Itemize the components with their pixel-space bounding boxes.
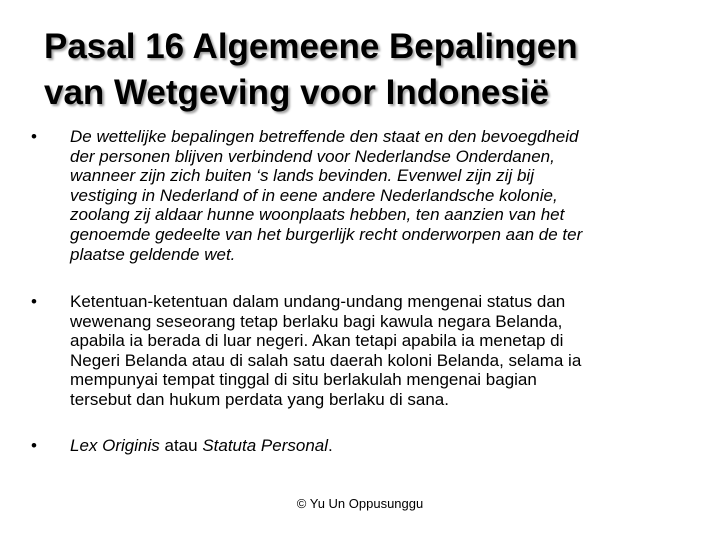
text-line: Negeri Belanda atau di salah satu daerah koloni Belanda, selama ia <box>70 350 582 370</box>
text-line: tersebut dan hukum perdata yang berlaku di sana. <box>70 389 449 409</box>
text-line: Ketentuan-ketentuan dalam undang-undang mengenai status dan <box>70 292 566 311</box>
text-line: mempunyai tempat tinggal di situ berlakulah mengenai bagian <box>70 370 537 390</box>
text-line: plaatse geldende wet. <box>70 244 236 264</box>
text-line <box>70 436 691 456</box>
bullet-text <box>70 436 691 456</box>
term-connector: atau <box>159 436 203 455</box>
bullet-marker: • <box>31 127 37 146</box>
term-statuta-personal: Statuta Personal <box>202 436 329 455</box>
title-line-1: Pasal 16 Algemeene Bepalingen <box>44 27 578 66</box>
term-lex-originis: Lex Originis <box>70 436 160 455</box>
bullet-marker: • <box>31 292 37 311</box>
text-line: wanneer zijn zich buiten ‘s lands bevinden. Evenwel zijn zij bij <box>70 166 534 186</box>
text-line: apabila ia berada di luar negeri. Akan tetapi apabila ia menetap di <box>70 331 564 351</box>
footer-credit: © Yu Un Oppusunggu <box>296 496 424 511</box>
text-line: wewenang seseorang tetap berlaku bagi kawula negara Belanda, <box>70 311 563 331</box>
bullet-text <box>70 292 691 410</box>
title-line-2: van Wetgeving voor Indonesië <box>44 73 550 112</box>
bullet-marker: • <box>31 436 37 455</box>
text-line: der personen blijven verbindend voor Nederlandse Onderdanen, <box>70 146 555 166</box>
text-line: De wettelijke bepalingen betreffende den staat en den bevoegdheid <box>70 127 579 146</box>
text-line: zoolang zij aldaar hunne woonplaats hebben, ten aanzien van het <box>70 205 565 225</box>
term-end: . <box>328 436 333 455</box>
slide-title <box>44 24 684 116</box>
bullet-text <box>70 127 691 264</box>
text-line: genoemde gedeelte van het burgerlijk recht onderworpen aan de ter <box>70 224 583 244</box>
text-line: vestiging in Nederland of in eene andere Nederlandsche kolonie, <box>70 185 558 205</box>
